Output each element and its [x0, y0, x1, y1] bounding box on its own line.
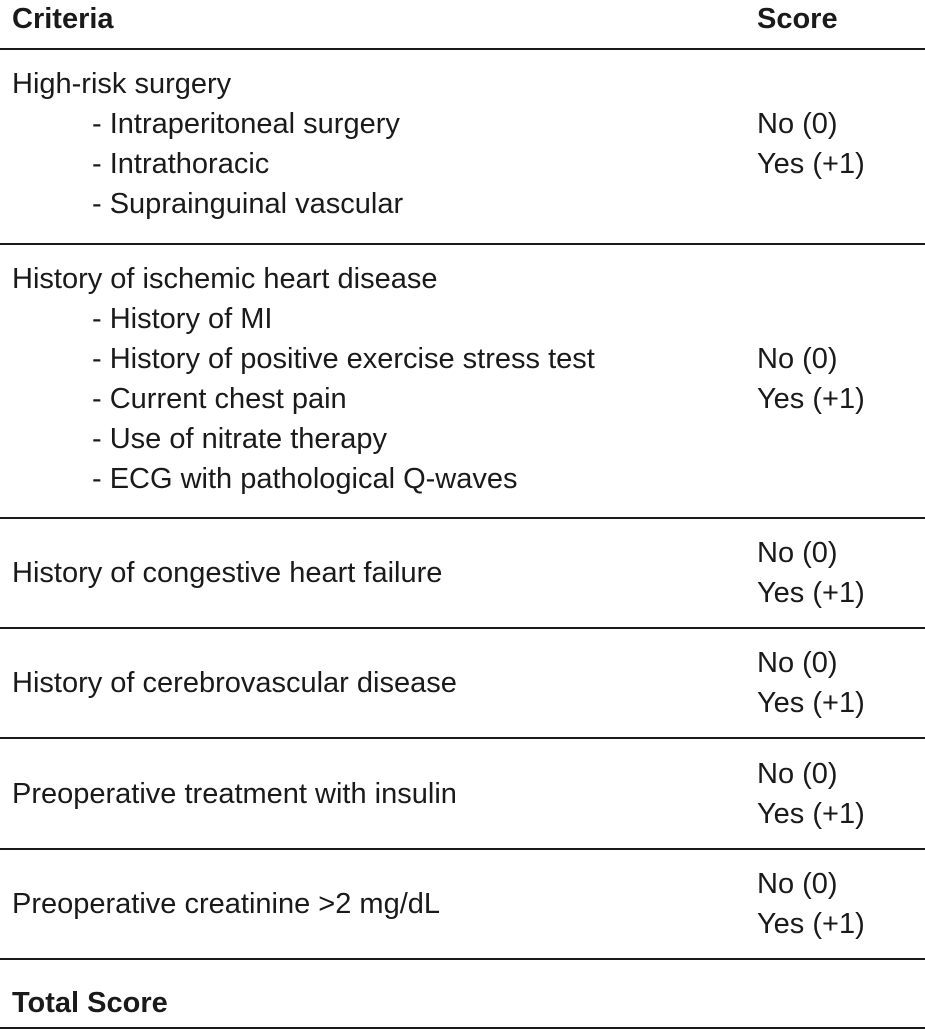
score-yes: Yes (+1) [757, 383, 865, 415]
table-header-row [0, 0, 925, 50]
score-yes: Yes (+1) [757, 148, 865, 180]
score-no: No (0) [757, 868, 838, 900]
criteria-subitem: - Intrathoracic [92, 148, 270, 180]
score-cell [757, 739, 865, 848]
score-cell [757, 629, 865, 737]
criteria-cell [12, 64, 403, 224]
criteria-cell [12, 850, 440, 958]
criteria-subitem: - Suprainguinal vascular [92, 188, 404, 220]
criteria-subitem: - History of positive exercise stress test [92, 343, 595, 375]
score-cell [757, 519, 865, 627]
score-yes: Yes (+1) [757, 687, 865, 719]
total-score-row [0, 960, 925, 1029]
score-yes: Yes (+1) [757, 797, 865, 830]
criteria-column-header: Criteria [12, 3, 114, 35]
criteria-cell [12, 629, 457, 737]
criteria-title: Preoperative treatment with insulin [12, 777, 457, 810]
criteria-subitem: - Intraperitoneal surgery [92, 108, 400, 140]
criteria-title: History of cerebrovascular disease [12, 667, 457, 699]
criteria-subitem: - Use of nitrate therapy [92, 423, 387, 455]
criteria-subitem: - Current chest pain [92, 383, 347, 415]
criteria-title: Preoperative creatinine >2 mg/dL [12, 888, 441, 920]
criteria-title: History of congestive heart failure [12, 557, 443, 589]
table-row-insulin-treatment [0, 739, 925, 850]
table-row-creatinine [0, 850, 925, 960]
score-cell [757, 339, 865, 419]
score-yes: Yes (+1) [757, 577, 865, 609]
score-cell [757, 850, 865, 958]
criteria-cell [12, 739, 457, 848]
score-no: No (0) [757, 108, 838, 140]
table-row-cerebrovascular-disease [0, 629, 925, 739]
score-no: No (0) [757, 647, 838, 679]
total-score-label: Total Score [12, 987, 168, 1019]
criteria-cell [12, 519, 442, 627]
score-yes: Yes (+1) [757, 908, 865, 940]
criteria-title: High-risk surgery [12, 68, 232, 100]
criteria-subitem: - ECG with pathological Q-waves [92, 463, 518, 495]
criteria-subitem: - History of MI [92, 303, 273, 335]
criteria-cell [12, 259, 595, 499]
table-row-ischemic-heart-disease [0, 245, 925, 519]
score-no: No (0) [757, 343, 838, 375]
criteria-title: History of ischemic heart disease [12, 263, 438, 295]
score-no: No (0) [757, 757, 838, 790]
score-no: No (0) [757, 537, 838, 569]
table-row-high-risk-surgery [0, 50, 925, 245]
score-column-header: Score [757, 3, 838, 35]
table-row-congestive-heart-failure [0, 519, 925, 629]
score-cell [757, 104, 865, 184]
